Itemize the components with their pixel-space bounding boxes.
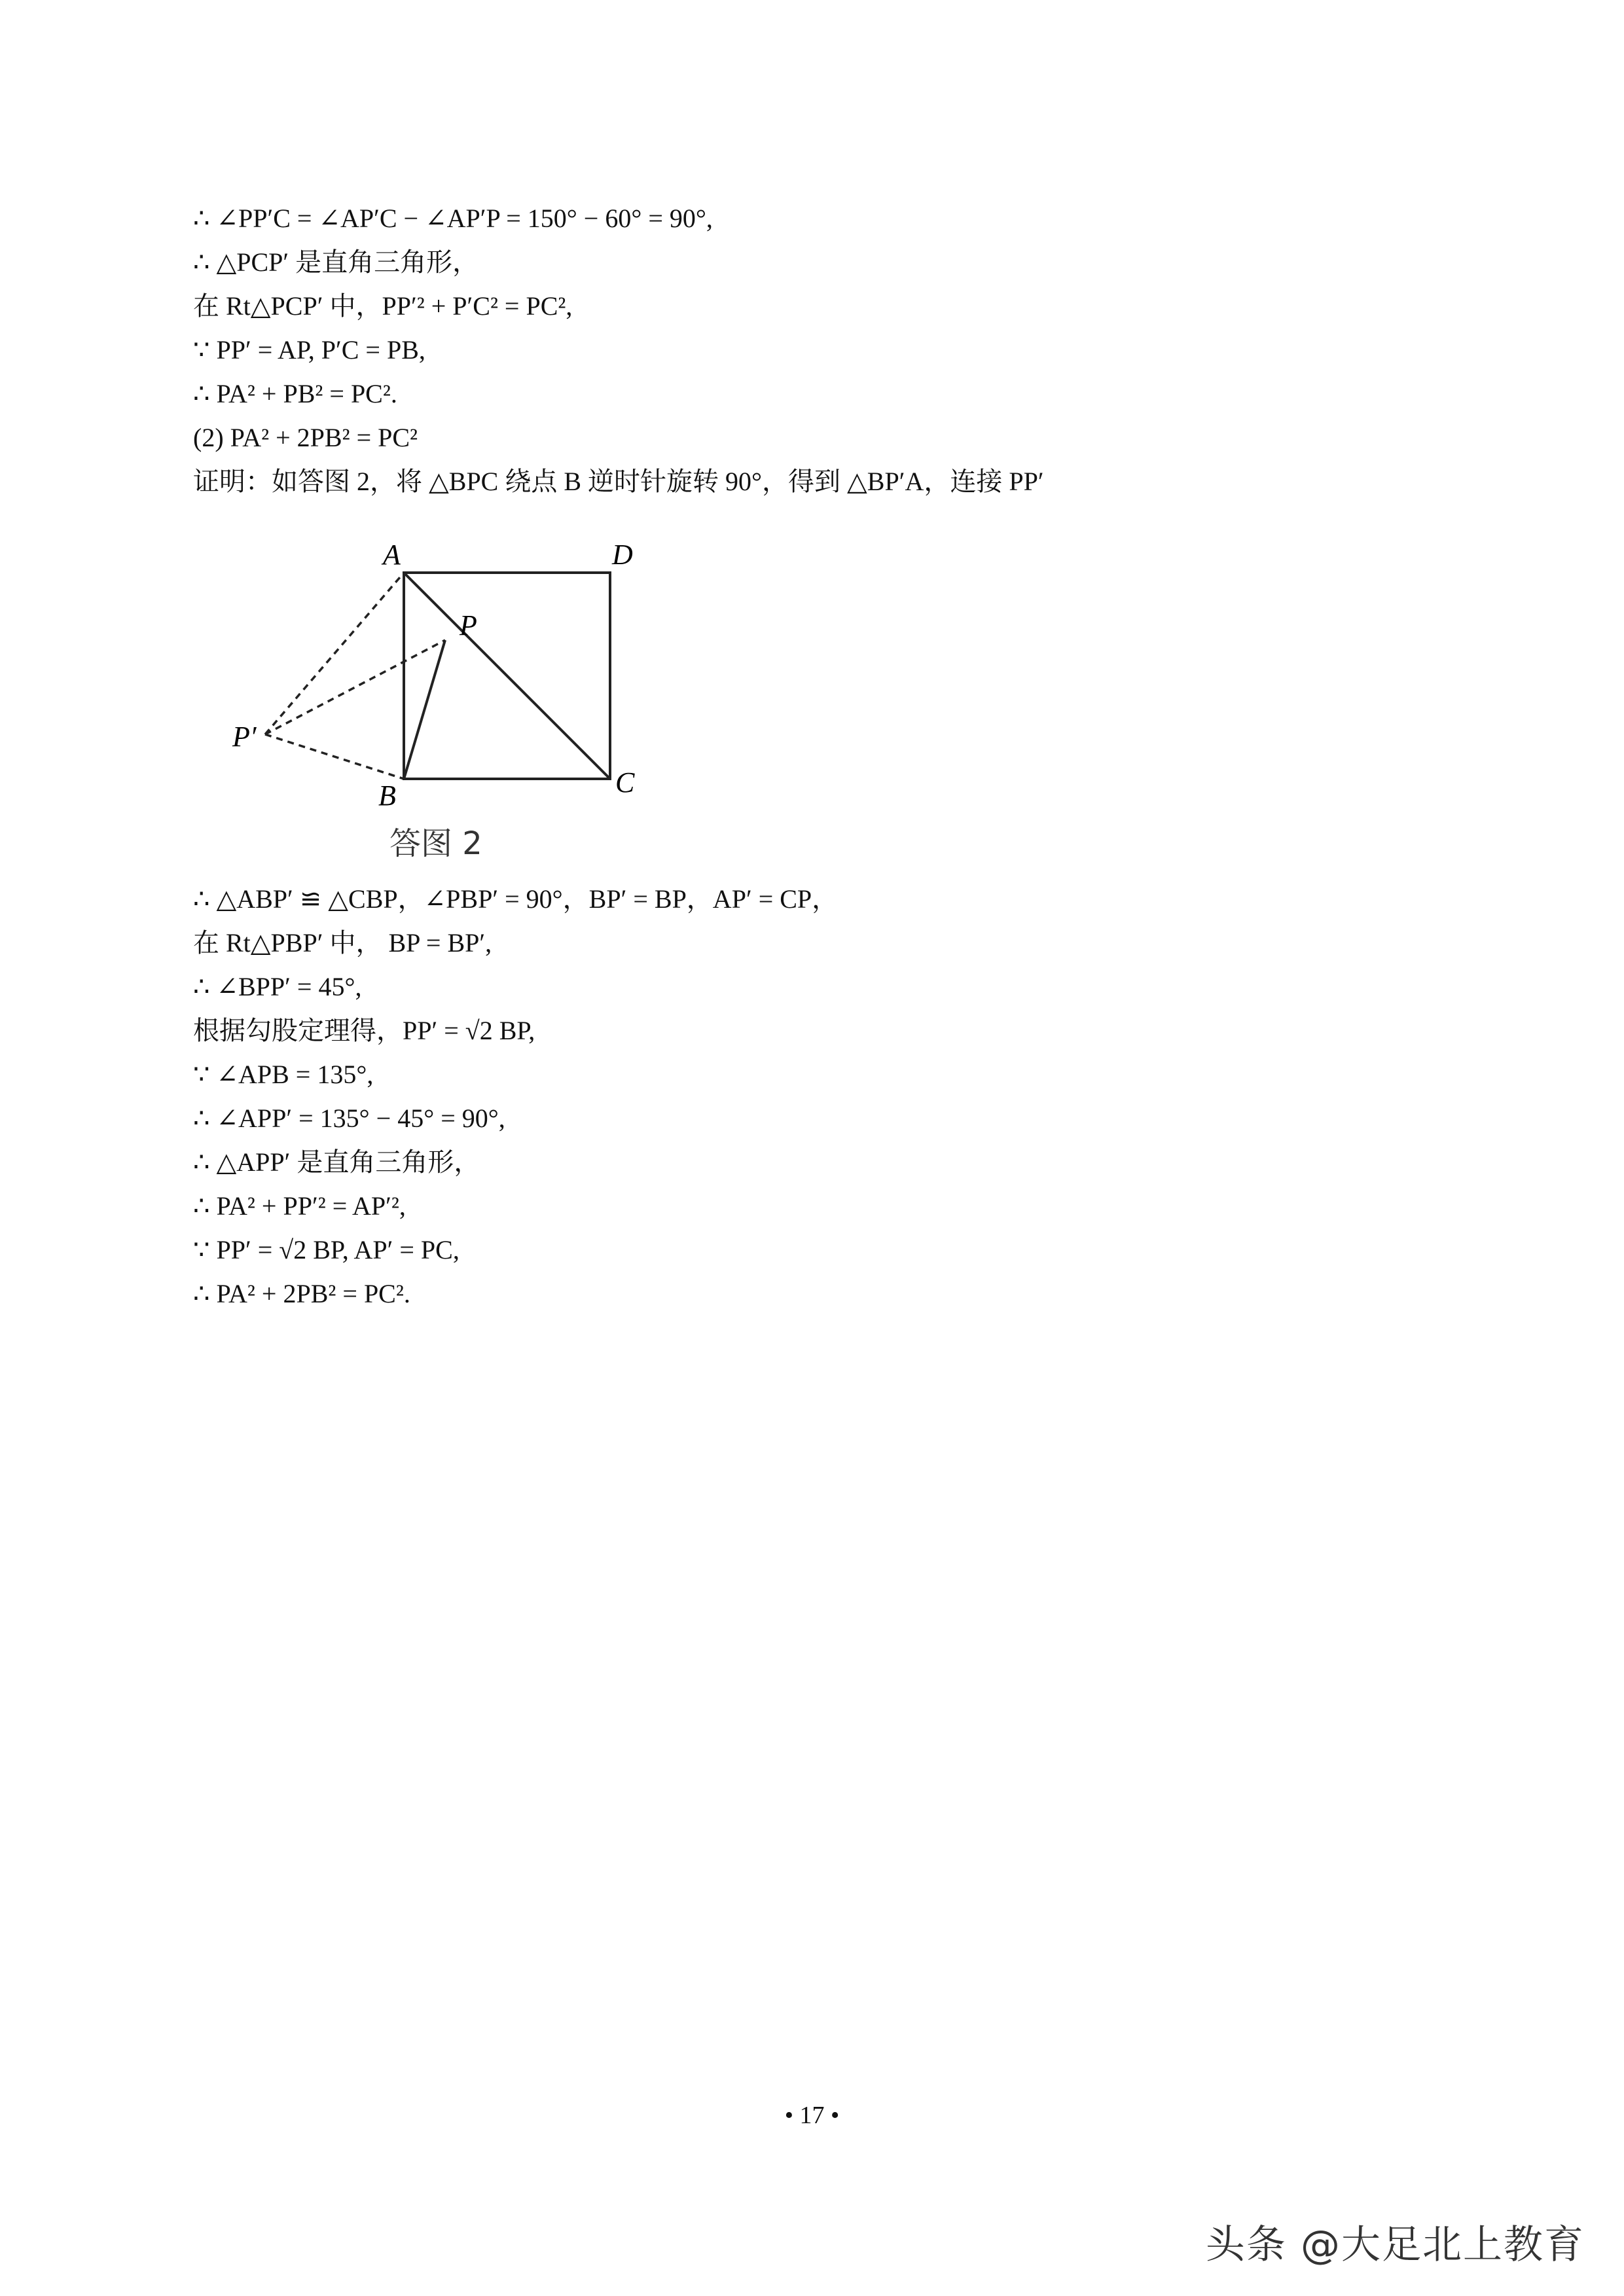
proof-line: ∴ ∠PP′C = ∠AP′C − ∠AP′P = 150° − 60° = 90°, (193, 204, 713, 233)
proof-line: ∵ PP′ = AP, P′C = PB, (193, 335, 425, 365)
proof-part-2 (193, 877, 1437, 1316)
proof-line: 在 Rt△PBP′ 中， BP = BP′, (193, 928, 492, 958)
label-p-prime: P′ (232, 721, 257, 753)
segment-bp (404, 640, 445, 779)
proof-line: ∴ PA² + PB² = PC². (193, 379, 397, 408)
proof-line: ∴ ∠BPP′ = 45°, (193, 972, 362, 1001)
proof-line: ∴ △APP′ 是直角三角形， (193, 1147, 480, 1177)
proof-line: 在 Rt△PCP′ 中，PP′² + P′C² = PC², (193, 291, 573, 321)
proof-line: ∴ PA² + PP′² = AP′², (193, 1191, 406, 1221)
geometry-figure (216, 524, 687, 864)
segment-p-prime-b (265, 734, 404, 779)
label-d: D (612, 539, 633, 571)
square-rotation-diagram (216, 524, 687, 864)
page-number: • 17 • (784, 2102, 840, 2129)
proof-line: ∴ PA² + 2PB² = PC². (193, 1279, 410, 1308)
segment-p-prime-a (265, 573, 404, 734)
figure-caption: 答图 2 (389, 825, 482, 862)
proof-line: ∵ PP′ = √2 BP, AP′ = PC, (193, 1235, 460, 1265)
label-a: A (383, 539, 401, 571)
proof-line: (2) PA² + 2PB² = PC² (193, 423, 418, 452)
proof-part-1 (193, 196, 1437, 503)
proof-line: 根据勾股定理得，PP′ = √2 BP, (193, 1016, 535, 1045)
label-p: P (460, 609, 477, 641)
proof-line: ∴ ∠APP′ = 135° − 45° = 90°, (193, 1103, 505, 1133)
proof-line: ∴ △PCP′ 是直角三角形， (193, 247, 479, 277)
segment-p-prime-p (265, 640, 445, 734)
proof-line: 证明：如答图 2，将 △BPC 绕点 B 逆时针旋转 90°，得到 △BP′A，连接 PP′ (193, 467, 1044, 496)
label-c: C (615, 766, 635, 798)
proof-line: ∴ △ABP′ ≌ △CBP，∠PBP′ = 90°，BP′ = BP，AP′ = CP， (193, 884, 839, 914)
proof-line: ∵ ∠APB = 135°, (193, 1060, 374, 1089)
watermark: 头条 @大足北上教育 (1205, 2222, 1585, 2268)
label-b: B (378, 780, 396, 812)
